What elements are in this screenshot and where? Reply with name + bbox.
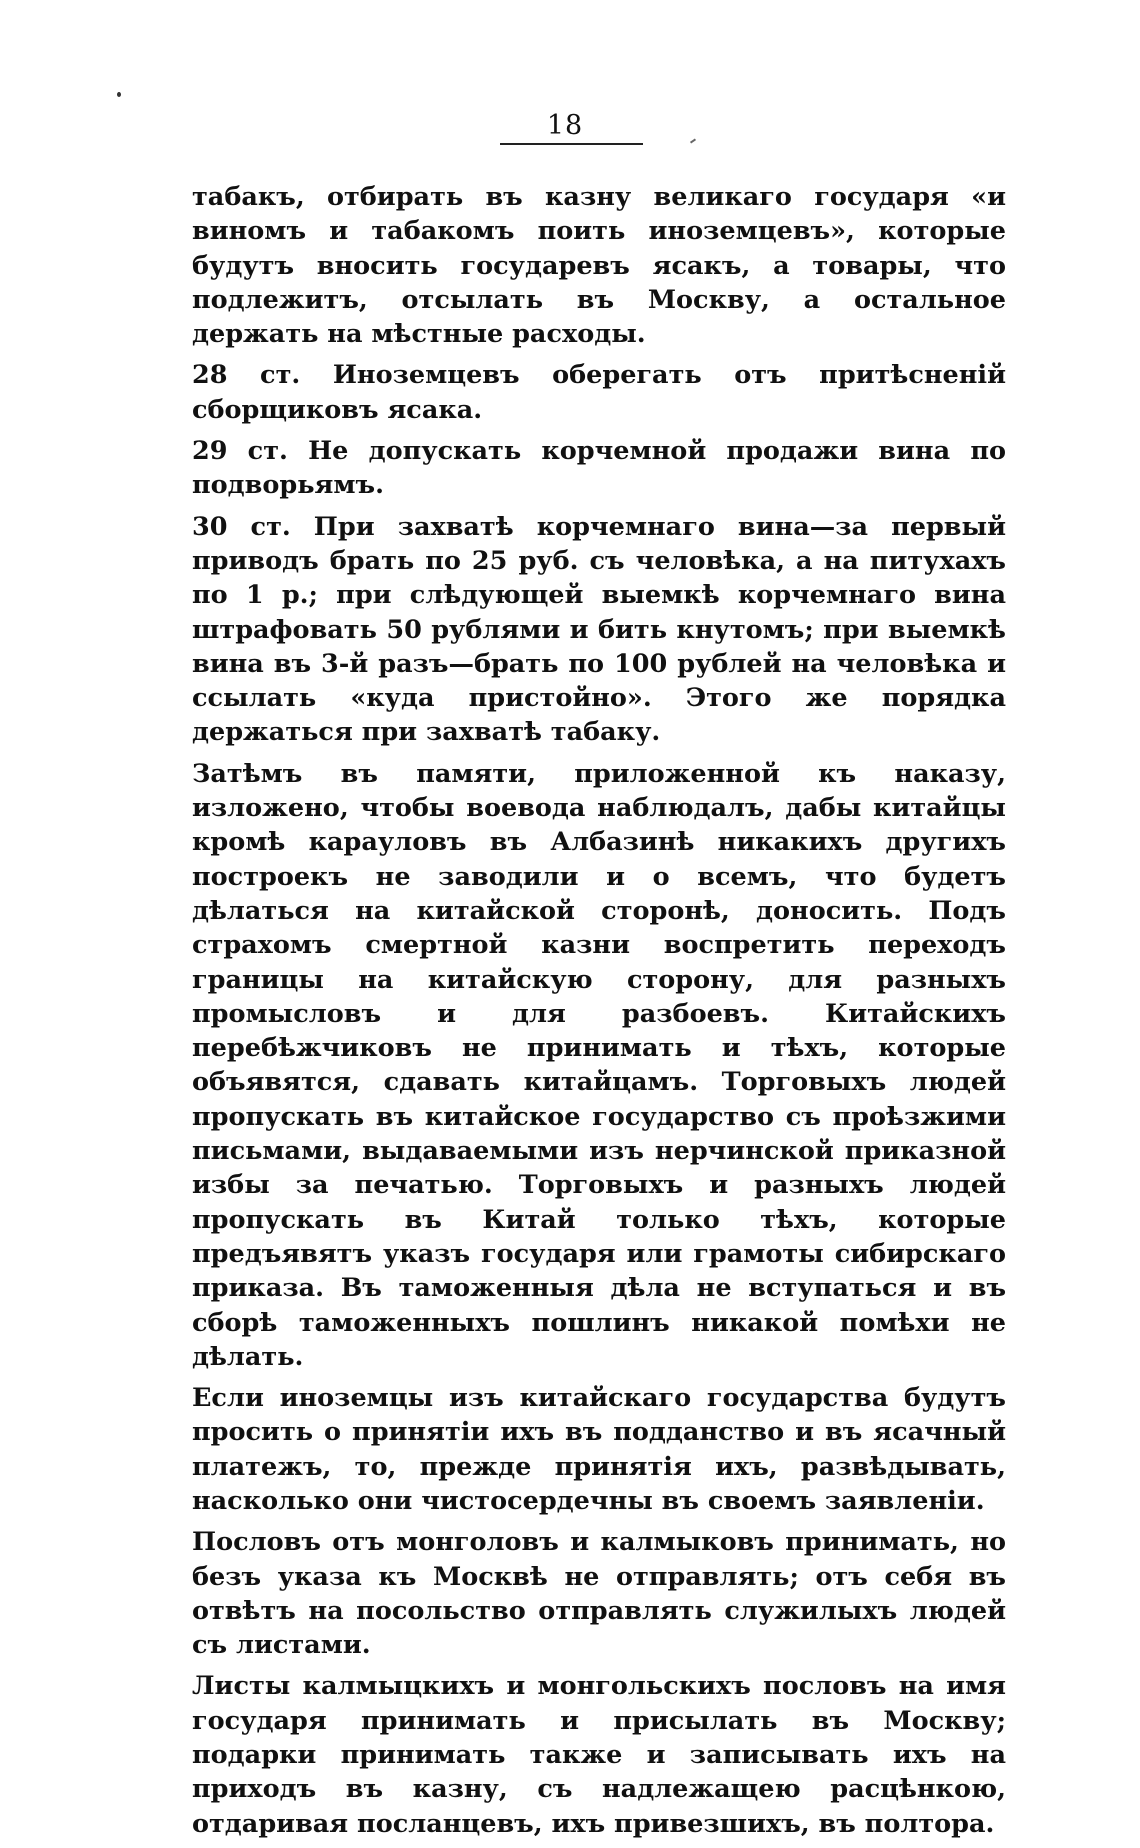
paragraph-envoys: Пословъ отъ монголовъ и калмыковъ принимать, но безъ указа къ Москвѣ не отправлять; отъ себя въ отвѣтъ на посольство отправлять служилыхъ людей съ листами.: [192, 1527, 1006, 1661]
page-number-rule: [500, 143, 643, 145]
paragraph-article-30: 30 ст. При захватѣ корчемнаго вина—за первый приводъ брать по 25 руб. съ человѣка, а на питухахъ по 1 р.; при слѣдующей выемкѣ корчемнаго вина штрафовать 50 рублями и бить кнутомъ; при выемкѣ вина въ 3-й разъ—брать по 100 рублей на человѣка и ссылать «куда пристойно». Этого же порядка держаться при захватѣ табаку.: [192, 511, 1006, 748]
paragraph-foreigners: Если иноземцы изъ китайскаго государства будутъ просить о принятіи ихъ въ подданство и въ ясачный платежъ, то, прежде принятія ихъ, развѣдывать, насколько они чистосердечны въ своемъ заявленіи.: [192, 1383, 1006, 1516]
paragraph-article-29: 29 ст. Не допускать корчемной продажи вина по подворьямъ.: [192, 436, 1006, 501]
paragraph-article-28-text: 28 ст. Иноземцевъ оберегать отъ притѣсненій сборщиковъ ясака.: [192, 360, 1006, 425]
paragraph-continuation: табакъ, отбирать въ казну великаго государя «и виномъ и табакомъ поить иноземцевъ», которые будутъ вносить государевъ ясакъ, а товары, что подлежитъ, отсылать въ Москву, а остальное держать на мѣстные расходы.: [192, 182, 1006, 350]
scan-mark: [690, 138, 696, 143]
paragraph-letters: Листы калмыцкихъ и монгольскихъ пословъ на имя государя принимать и присылать въ Москву; подарки принимать также и записывать ихъ на приходъ въ казну, съ надлежащею расцѣнкою, отдаривая посланцевъ, ихъ привезшихъ, въ полтора.: [192, 1671, 1006, 1839]
page-body: [192, 180, 1006, 1848]
scan-speck: [117, 92, 121, 97]
paragraph-memory: Затѣмъ въ памяти, приложенной къ наказу, изложено, чтобы воевода наблюдалъ, дабы китайцы кромѣ карауловъ въ Албазинѣ никакихъ другихъ построекъ не заводили и о всемъ, что будетъ дѣлаться на китайской сторонѣ, доносить. Подъ страхомъ смертной казни воспретить переходъ границы на китайскую сторону, для разныхъ промысловъ и для разбоевъ. Китайскихъ перебѣжчиковъ не принимать и тѣхъ, которые объявятся, сдавать китайцамъ. Торговыхъ людей пропускать въ китайское государство съ проѣзжими письмами, выдаваемыми изъ нерчинской приказной избы за печатью. Торговыхъ и разныхъ людей пропускать въ Китай только тѣхъ, которые предъявятъ указъ государя или грамоты сибирскаго приказа. Въ таможенныя дѣла не вступаться и въ сборѣ таможенныхъ пошлинъ никакой помѣхи не дѣлать.: [192, 758, 1006, 1372]
page-number: 18: [546, 110, 584, 141]
paragraph-article-28: [192, 358, 1006, 427]
